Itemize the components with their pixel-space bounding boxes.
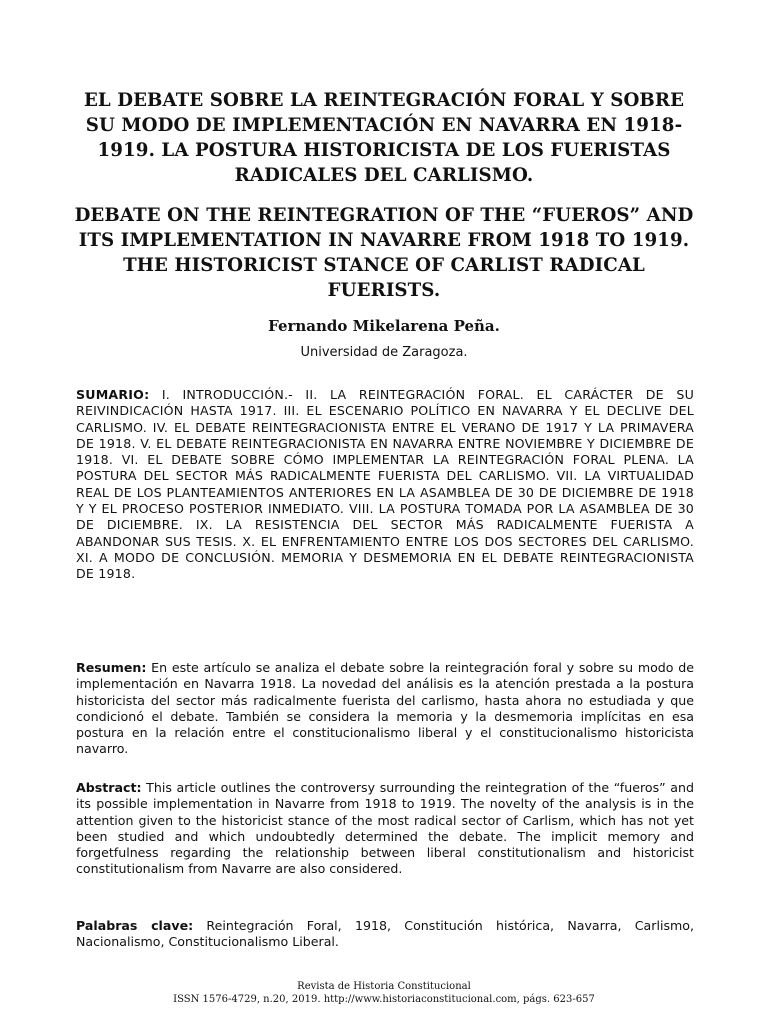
footer-citation: ISSN 1576-4729, n.20, 2019. http://www.historiaconstitucional.com, págs. 623-657 <box>173 994 595 1005</box>
resumen-section <box>76 660 694 758</box>
resumen-label: Resumen: <box>76 660 147 675</box>
keywords-section <box>76 918 694 951</box>
keywords-text: Reintegración Foral, 1918, Constitución histórica, Navarra, Carlismo, Nacionalismo, Constitucionalismo Liberal. <box>76 918 694 950</box>
title-spanish: EL DEBATE SOBRE LA REINTEGRACIÓN FORAL Y SOBRE SU MODO DE IMPLEMENTACIÓN EN NAVARRA EN 1918-1919. LA POSTURA HISTORICISTA DE LOS FUERISTAS RADICALES DEL CARLISMO. <box>83 90 685 186</box>
summary-section <box>76 387 694 583</box>
author-affiliation: Universidad de Zaragoza. <box>300 345 468 360</box>
abstract-section <box>76 780 694 878</box>
resumen-text: En este artículo se analiza el debate sobre la reintegración foral y sobre su modo de implementación en Navarra 1918. La novedad del análisis es la atención prestada a la postura historicista del sector más radicalmente fuerista del carlismo, hasta ahora no estudiada y que condicionó el debate. También se considera la memoria y la desmemoria implícitas en esa postura en la relación entre el constitucionalismo liberal y el constitucionalismo historicista navarro. <box>76 660 694 757</box>
abstract-label: Abstract: <box>76 780 142 795</box>
title-english: DEBATE ON THE REINTEGRATION OF THE “FUEROS” AND ITS IMPLEMENTATION IN NAVARRE FROM 1918 TO 1919. THE HISTORICIST STANCE OF CARLIST RADICAL FUERISTS. <box>74 205 694 301</box>
summary-label: SUMARIO: <box>76 387 150 402</box>
keywords-label: Palabras clave: <box>76 918 194 933</box>
summary-text: I. INTRODUCCIÓN.- II. LA REINTEGRACIÓN FORAL. EL CARÁCTER DE SU REIVINDICACIÓN HASTA 1917. III. EL ESCENARIO POLÍTICO EN NAVARRA Y EL DECLIVE DEL CARLISMO. IV. EL DEBATE REINTEGRACIONISTA ENTRE EL VERANO DE 1917 Y LA PRIMAVERA DE 1918. V. EL DEBATE REINTEGRACIONISTA EN NAVARRA ENTRE NOVIEMBRE Y DICIEMBRE DE 1918. VI. EL DEBATE SOBRE CÓMO IMPLEMENTAR LA REINTEGRACIÓN FORAL PLENA. LA POSTURA DEL SECTOR MÁS RADICALMENTE FUERISTA DEL CARLISMO. VII. LA VIRTUALIDAD REAL DE LOS PLANTEAMIENTOS ANTERIORES EN LA ASAMBLEA DE 30 DE DICIEMBRE DE 1918 Y Y EL PROCESO POSTERIOR INMEDIATO. VIII. LA POSTURA TOMADA POR LA ASAMBLEA DE 30 DE DICIEMBRE. IX. LA RESISTENCIA DEL SECTOR MÁS RADICALMENTE FUERISTA A ABANDONAR SUS TESIS. X. EL ENFRENTAMIENTO ENTRE LOS DOS SECTORES DEL CARLISMO. XI. A MODO DE CONCLUSIÓN. MEMORIA Y DESMEMORIA EN EL DEBATE REINTEGRACIONISTA DE 1918. <box>76 387 694 582</box>
abstract-text: This article outlines the controversy surrounding the reintegration of the “fueros” and its possible implementation in Navarre from 1918 to 1919. The novelty of the analysis is in the attention given to the historicist stance of the most radical sector of Carlism, which has not yet been studied and which undoubtedly determined the debate. The implicit memory and forgetfulness regarding the relationship between liberal constitutionalism and historicist constitutionalism from Navarre are also considered. <box>76 780 694 877</box>
author-name: Fernando Mikelarena Peña. <box>268 317 500 335</box>
footer-journal: Revista de Historia Constitucional <box>297 981 471 992</box>
